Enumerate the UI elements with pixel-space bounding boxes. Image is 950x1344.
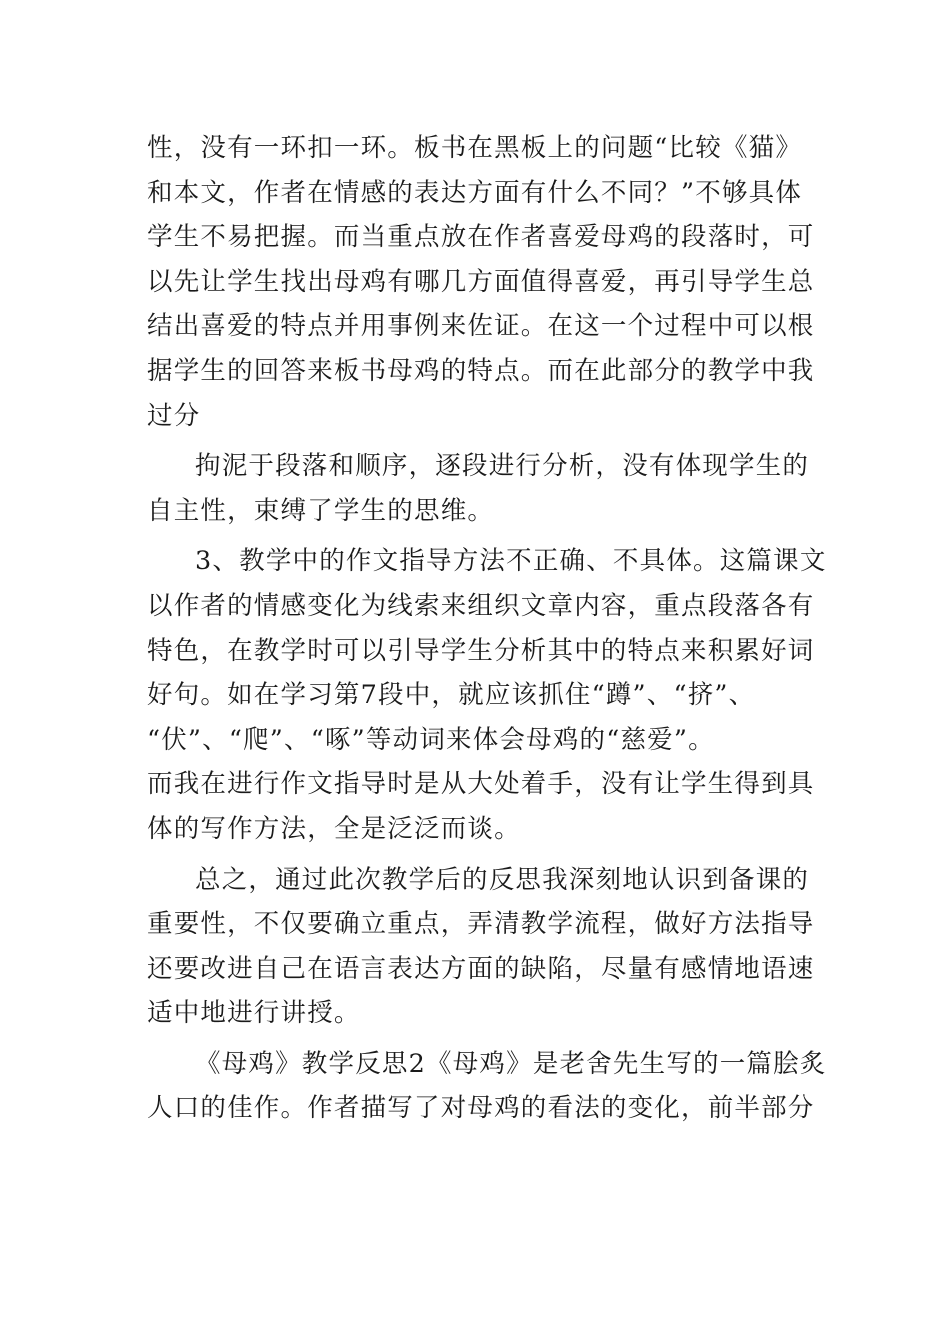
paragraph-2 <box>147 444 809 533</box>
text-line: 重要性，不仅要确立重点，弄清教学流程，做好方法指导 <box>147 909 815 940</box>
text-line: 过分 <box>147 400 201 431</box>
text-line: 据学生的回答来板书母鸡的特点。而在此部分的教学中我 <box>147 355 815 386</box>
text-line: 好句。如在学习第7段中，就应该抓住“蹲”、“挤”、 <box>147 680 756 711</box>
text-line: 体的写作方法，全是泛泛而谈。 <box>147 813 521 844</box>
text-line: 3、教学中的作文指导方法不正确、不具体。这篇课文 <box>195 546 827 577</box>
text-line: 适中地进行讲授。 <box>147 998 361 1029</box>
text-line: 性，没有一环扣一环。板书在黑板上的问题“比较《猫》 <box>147 133 803 163</box>
text-line: 自主性，束缚了学生的思维。 <box>147 495 495 526</box>
text-line: 人口的佳作。作者描写了对母鸡的看法的变化，前半部分 <box>147 1093 815 1124</box>
text-line: 还要改进自己在语言表达方面的缺陷，尽量有感情地语速 <box>147 953 815 984</box>
paragraph-4 <box>147 858 815 1036</box>
text-line: 而我在进行作文指导时是从大处着手，没有让学生得到具 <box>147 769 815 800</box>
paragraph-1 <box>147 126 815 438</box>
paragraph-3 <box>147 539 827 851</box>
text-line: 结出喜爱的特点并用事例来佐证。在这一个过程中可以根 <box>147 311 815 342</box>
text-line: 学生不易把握。而当重点放在作者喜爱母鸡的段落时，可 <box>147 222 815 253</box>
text-line: 以作者的情感变化为线索来组织文章内容，重点段落各有 <box>147 590 815 621</box>
text-line: 《母鸡》教学反思2《母鸡》是老舍先生写的一篇脍炙 <box>195 1048 827 1079</box>
paragraph-5 <box>147 1042 827 1131</box>
text-line: 总之，通过此次教学后的反思我深刻地认识到备课的 <box>195 864 810 895</box>
document-body <box>147 126 827 1131</box>
text-line: 拘泥于段落和顺序，逐段进行分析，没有体现学生的 <box>195 451 810 482</box>
text-line: 以先让学生找出母鸡有哪几方面值得喜爱，再引导学生总 <box>147 266 815 297</box>
text-line: 和本文，作者在情感的表达方面有什么不同？”不够具体 <box>147 177 803 208</box>
text-line: “伏”、“爬”、“啄”等动词来体会母鸡的“慈爱”。 <box>147 724 715 755</box>
text-line: 特色，在教学时可以引导学生分析其中的特点来积累好词 <box>147 635 815 666</box>
